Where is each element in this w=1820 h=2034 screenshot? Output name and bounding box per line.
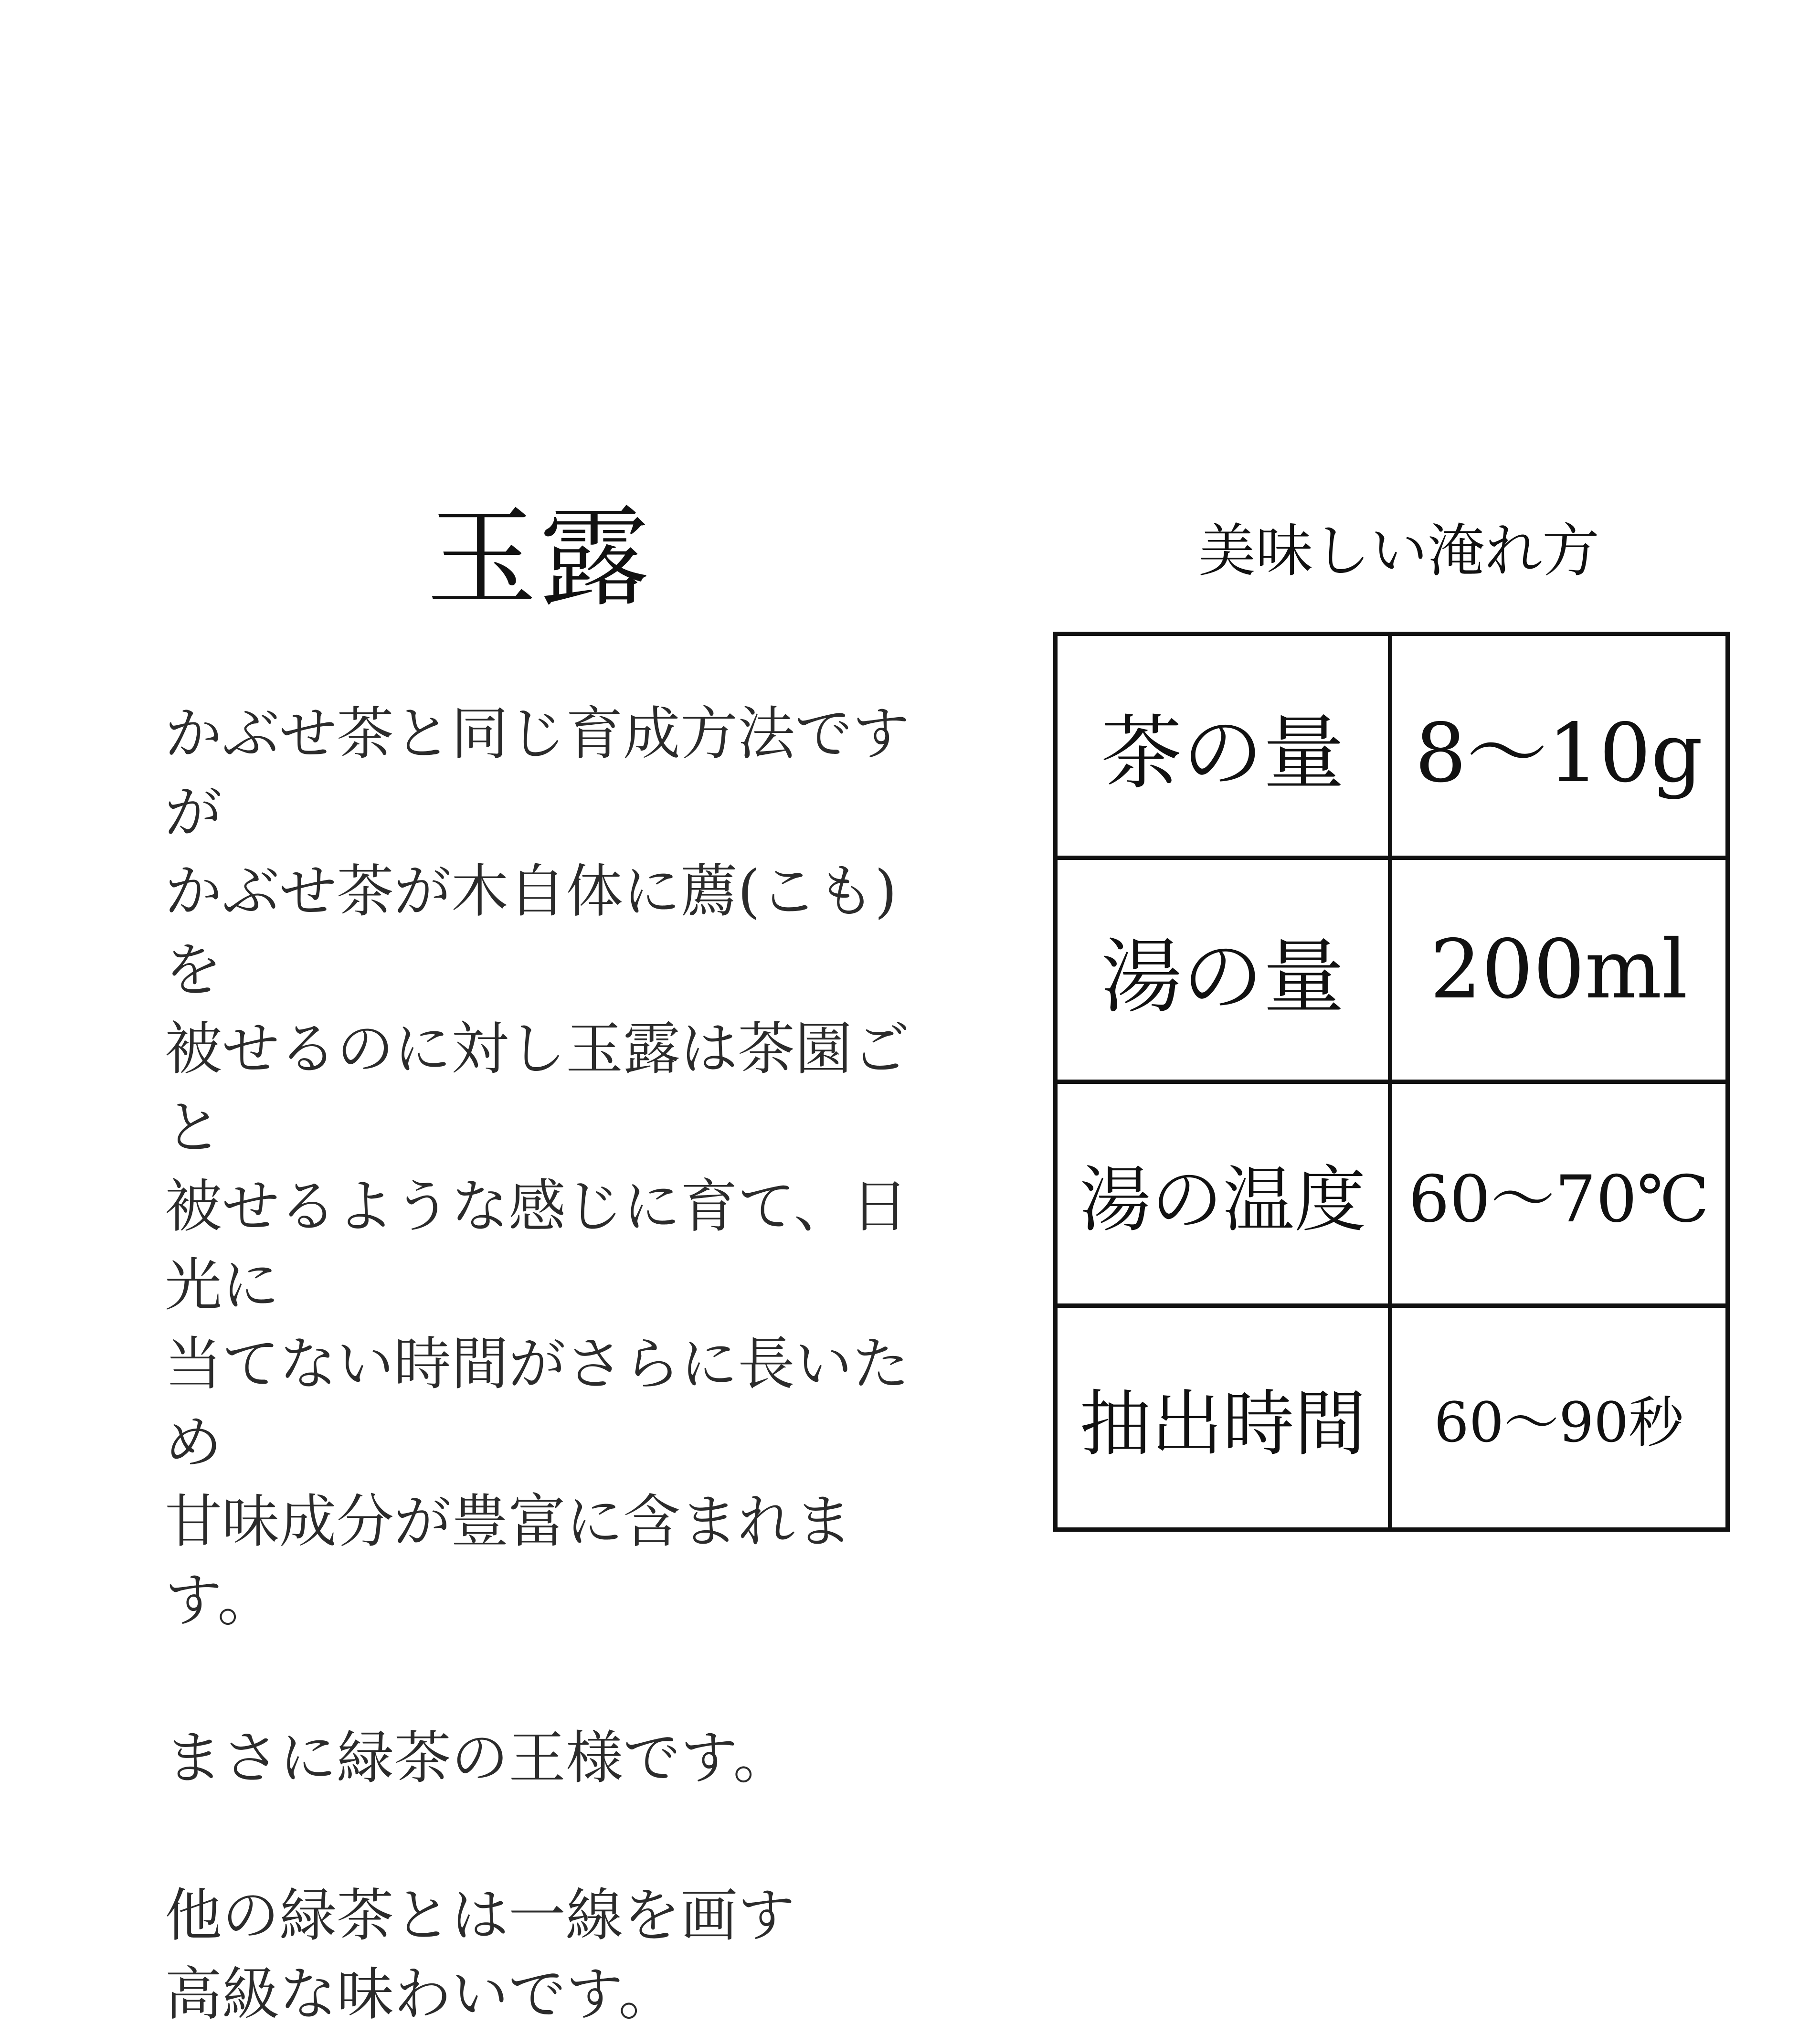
description-paragraph: まさに緑茶の王様です。 xyxy=(165,1725,791,1791)
row-value-water-amount: 200ml xyxy=(1390,858,1728,1082)
row-value-water-temperature: 60〜70℃ xyxy=(1390,1082,1728,1306)
table-row xyxy=(1056,1082,1728,1306)
description-text xyxy=(165,695,952,2034)
row-label-steep-time: 抽出時間 xyxy=(1056,1306,1390,1530)
row-label-water-amount: 湯の量 xyxy=(1056,858,1390,1082)
row-value-tea-amount: 8〜10g xyxy=(1390,634,1728,858)
brewing-title: 美味しい淹れ方 xyxy=(1198,518,1599,584)
table-row xyxy=(1056,1306,1728,1530)
row-label-tea-amount: 茶の量 xyxy=(1056,634,1390,858)
description-paragraph: 他の緑茶とは一線を画す 高級な味わいです。 xyxy=(165,1883,795,2028)
row-value-steep-time: 60〜90秒 xyxy=(1390,1306,1728,1530)
brewing-table xyxy=(1053,632,1730,1532)
page-title: 玉露 xyxy=(426,495,652,622)
table-row xyxy=(1056,634,1728,858)
description-paragraph: かぶせ茶と同じ育成方法ですが かぶせ茶が木自体に薦(こも)を 被せるのに対し玉露は茶園ごと 被せるような感じに育て、日光に 当てない時間がさらに長いため 甘味成分が豊富に含まれます。 xyxy=(165,701,910,1634)
table-row xyxy=(1056,858,1728,1082)
row-label-water-temperature: 湯の温度 xyxy=(1056,1082,1390,1306)
